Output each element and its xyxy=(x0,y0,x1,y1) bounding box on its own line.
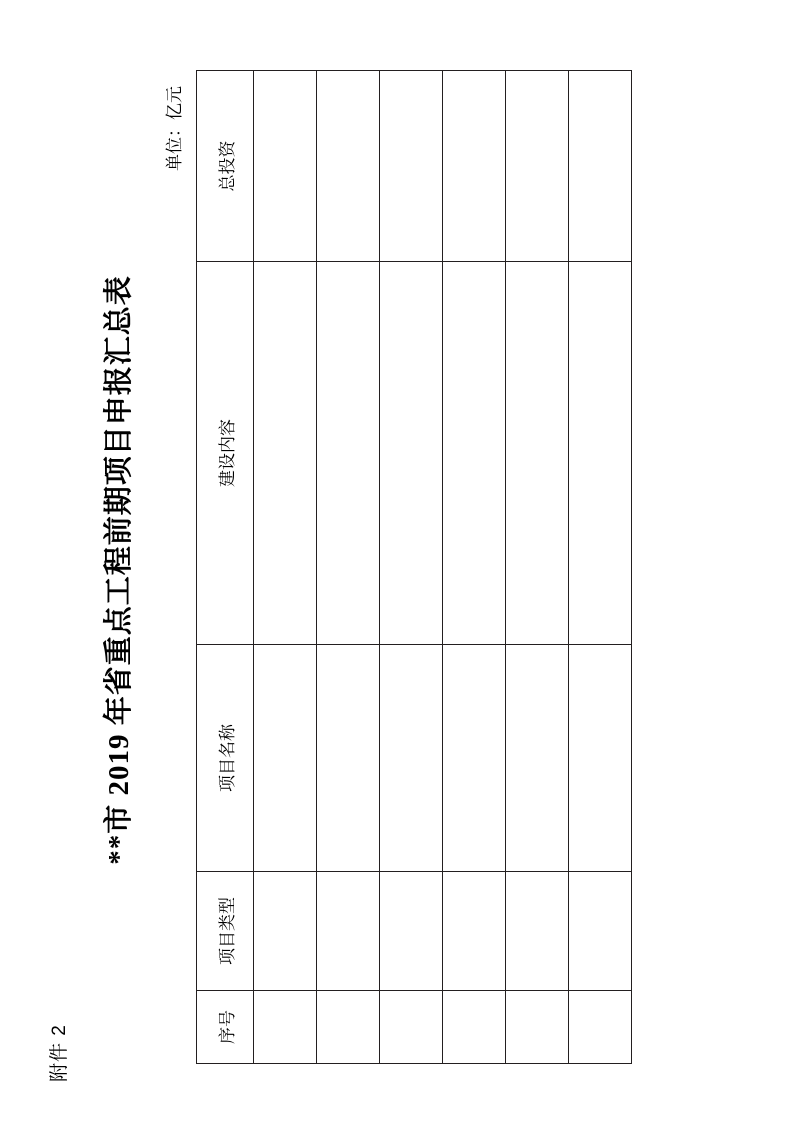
cell-content[interactable] xyxy=(443,262,506,645)
cell-type[interactable] xyxy=(254,872,317,991)
cell-type[interactable] xyxy=(506,872,569,991)
table-row xyxy=(506,71,569,1064)
unit-note: 单位：亿元 xyxy=(165,86,184,171)
column-header-content: 建设内容 xyxy=(197,262,254,645)
column-header-investment: 总投资 xyxy=(197,71,254,262)
cell-seq[interactable] xyxy=(317,991,380,1064)
column-header-name: 项目名称 xyxy=(197,645,254,872)
cell-content[interactable] xyxy=(254,262,317,645)
cell-investment[interactable] xyxy=(254,71,317,262)
project-summary-table xyxy=(196,70,632,1064)
cell-content[interactable] xyxy=(506,262,569,645)
cell-seq[interactable] xyxy=(506,991,569,1064)
cell-type[interactable] xyxy=(569,872,632,991)
cell-content[interactable] xyxy=(380,262,443,645)
cell-investment[interactable] xyxy=(317,71,380,262)
cell-name[interactable] xyxy=(380,645,443,872)
column-header-seq: 序号 xyxy=(197,991,254,1064)
cell-type[interactable] xyxy=(443,872,506,991)
table-row xyxy=(443,71,506,1064)
cell-name[interactable] xyxy=(317,645,380,872)
table-row xyxy=(317,71,380,1064)
table-row xyxy=(569,71,632,1064)
cell-type[interactable] xyxy=(380,872,443,991)
cell-seq[interactable] xyxy=(254,991,317,1064)
cell-name[interactable] xyxy=(506,645,569,872)
cell-seq[interactable] xyxy=(380,991,443,1064)
cell-type[interactable] xyxy=(317,872,380,991)
cell-content[interactable] xyxy=(569,262,632,645)
cell-seq[interactable] xyxy=(443,991,506,1064)
column-header-type: 项目类型 xyxy=(197,872,254,991)
cell-investment[interactable] xyxy=(380,71,443,262)
attachment-label: 附件 2 xyxy=(49,1024,70,1082)
cell-name[interactable] xyxy=(569,645,632,872)
page-title: **市 2019 年省重点工程前期项目申报汇总表 xyxy=(103,275,135,865)
cell-seq[interactable] xyxy=(569,991,632,1064)
table-row xyxy=(254,71,317,1064)
cell-content[interactable] xyxy=(317,262,380,645)
cell-investment[interactable] xyxy=(569,71,632,262)
cell-investment[interactable] xyxy=(506,71,569,262)
cell-name[interactable] xyxy=(443,645,506,872)
table-header-row xyxy=(197,71,254,1064)
cell-name[interactable] xyxy=(254,645,317,872)
cell-investment[interactable] xyxy=(443,71,506,262)
table-row xyxy=(380,71,443,1064)
